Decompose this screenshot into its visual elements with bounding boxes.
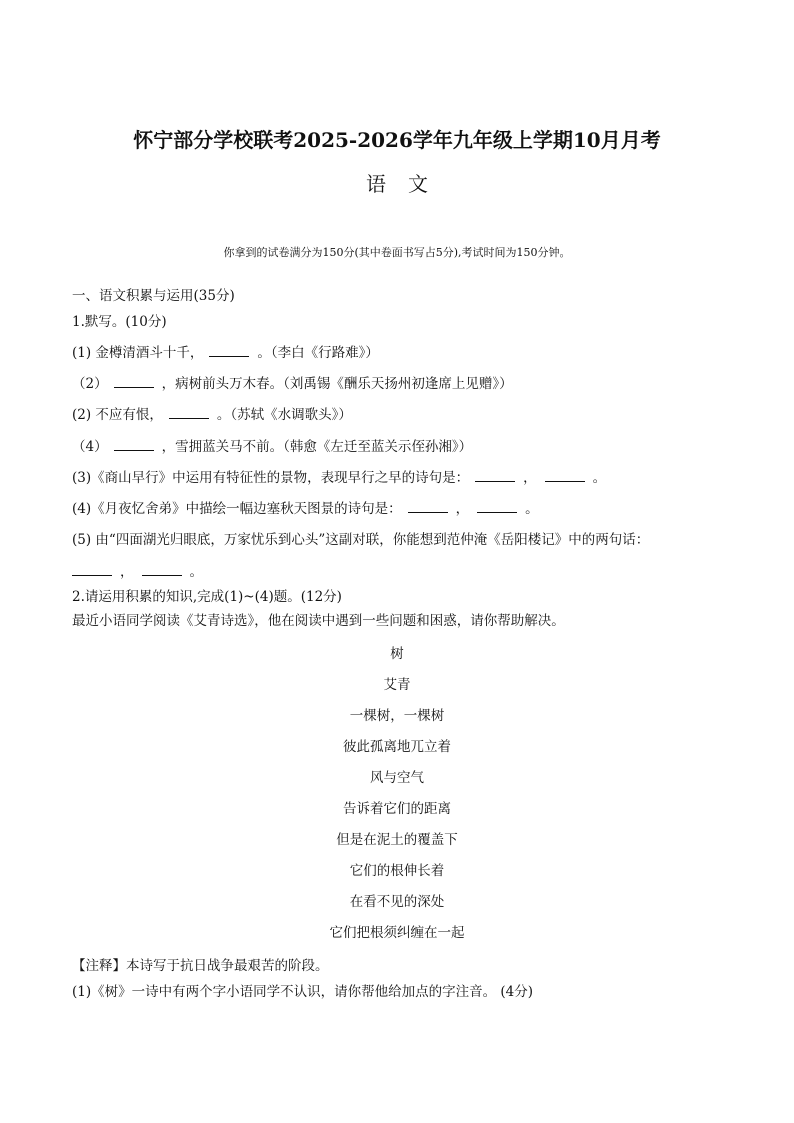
q1-item-7-answer [72,562,203,581]
q1-item-4-number: （4） [72,439,108,455]
exam-title: 怀宁部分学校联考2025-2026学年九年级上学期10月月考 [133,128,661,152]
question-1-heading: 1.默写。(10分) [72,314,167,330]
q1-item-7-text: (5) 由“四面湖光归眼底，万家忧乐到心头”这副对联，你能想到范仲淹《岳阳楼记》中的两句话： [72,532,650,548]
q1-item-6-text: (4)《月夜忆舍弟》中描绘一幅边塞秋天图景的诗句是： [72,501,402,517]
answer-blank[interactable] [169,405,209,419]
poem-title: 树 [390,646,404,662]
q1-item-4-text: ，雪拥蓝关马不前。（韩愈《左迁至蓝关示侄孙湘》） [161,439,473,455]
answer-blank[interactable] [408,499,448,513]
q1-item-6-end: 。 [525,501,539,517]
poem-line: 彼此孤离地兀立着 [343,739,451,755]
subject-title: 语文 [366,172,450,196]
answer-blank[interactable] [142,562,182,576]
poem-line: 在看不见的深处 [349,894,445,910]
poem-author: 艾青 [383,677,411,693]
q1-item-2-number: （2） [72,376,108,392]
answer-blank[interactable] [477,499,517,513]
q1-item-6-separator: ， [455,501,470,517]
q1-item-5-text: (3)《商山早行》中运用有特征性的景物，表现早行之早的诗句是： [72,470,470,486]
answer-blank[interactable] [72,562,112,576]
poem-note: 【注释】本诗写于抗日战争最艰苦的阶段。 [72,958,329,974]
answer-blank[interactable] [545,468,585,482]
question-2-sub-1: (1)《树》一诗中有两个字小语同学不认识，请你帮他给加点的字注音。 (4分) [72,984,534,1000]
q1-item-4 [72,437,472,456]
poem-line: 一棵树，一棵树 [349,708,445,724]
poem-line: 它们把根须纠缠在一起 [329,925,465,941]
section-heading: 一、语文积累与运用(35分) [72,288,235,304]
q1-item-2-text: ，病树前头万木春。（刘禹锡《酬乐天扬州初逢席上见赠》） [161,376,513,392]
q1-item-3 [72,405,352,424]
q1-item-7-end: 。 [189,564,203,580]
answer-blank[interactable] [475,468,515,482]
exam-notice: 你拿到的试卷满分为150分(其中卷面书写占5分),考试时间为150分钟。 [223,246,571,259]
q1-item-2 [72,374,513,393]
q1-item-3-source: 。（苏轼《水调歌头》） [216,407,352,423]
q1-item-3-text: (2) 不应有恨， [72,407,163,423]
q1-item-5-separator: ， [523,470,537,486]
answer-blank[interactable] [114,374,154,388]
q1-item-6 [72,499,539,518]
q1-item-1 [72,343,379,362]
poem-line: 但是在泥土的覆盖下 [336,832,458,848]
poem-line: 风与空气 [370,770,424,786]
q1-item-1-source: 。（李白《行路难》） [257,345,379,361]
question-2-heading: 2.请运用积累的知识,完成(1)~(4)题。(12分) [72,589,342,605]
question-2-intro: 最近小语同学阅读《艾青诗选》，他在阅读中遇到一些问题和困惑，请你帮助解决。 [72,613,565,629]
answer-blank[interactable] [209,343,249,357]
q1-item-7-separator: ， [120,564,134,580]
q1-item-5 [72,468,606,487]
poem-line: 它们的根伸长着 [349,863,445,879]
answer-blank[interactable] [114,437,154,451]
poem-line: 告诉着它们的距离 [343,801,451,817]
q1-item-5-end: 。 [592,470,607,486]
q1-item-7 [72,531,649,549]
q1-item-1-text: (1) 金樽清酒斗十千， [72,345,204,361]
